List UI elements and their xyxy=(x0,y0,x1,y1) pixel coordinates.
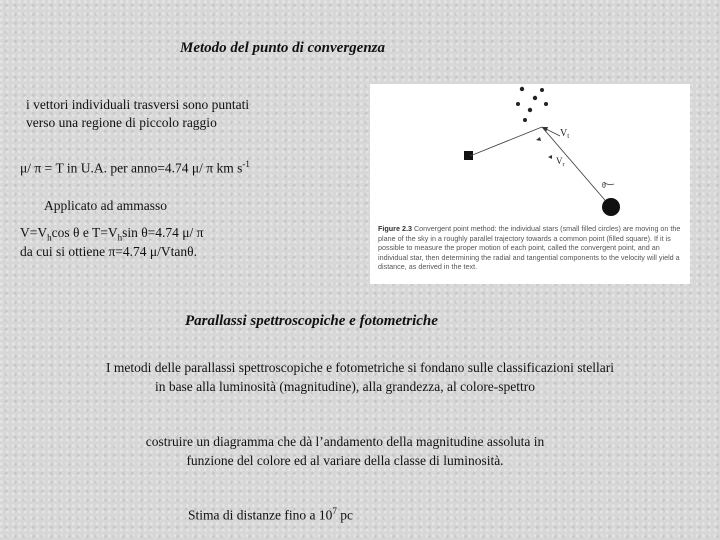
formula-proper-motion-exponent: -1 xyxy=(242,159,250,169)
convergent-point-diagram xyxy=(370,84,690,224)
para1-line-2: in base alla luminosità (magnitudine), alla grandezza, al colore-spettro xyxy=(154,379,536,394)
star-dot xyxy=(523,118,527,122)
label-theta: θ xyxy=(602,181,606,190)
applied-to-cluster: Applicato ad ammasso xyxy=(44,198,167,213)
star-dot xyxy=(540,88,544,92)
formula-velocity-a: V=V xyxy=(20,225,48,240)
formula-velocity-c: sin θ=4.74 μ/ π xyxy=(122,225,204,240)
figure-caption xyxy=(378,224,684,272)
arrow-head xyxy=(548,155,552,159)
section-title-spectroscopic: Parallassi spettroscopiche e fotometriche xyxy=(185,313,438,329)
para2-line-2: funzione del colore ed al variare della classe di luminosità. xyxy=(186,453,504,468)
star-dot xyxy=(533,96,537,100)
distance-estimate-text: Stima di distanze fino a 10 xyxy=(188,507,333,523)
star-dot xyxy=(520,87,524,91)
star-dot xyxy=(528,108,532,112)
star-dot xyxy=(516,102,520,106)
convergence-line xyxy=(470,127,542,156)
distance-estimate-unit: pc xyxy=(336,507,353,523)
figure-caption-label: Figure 2.3 xyxy=(378,224,412,233)
intro-line-2: verso una regione di piccolo raggio xyxy=(26,115,217,130)
formula-velocity-b: cos θ e T=V xyxy=(51,225,118,240)
formula-velocity-sub1: h xyxy=(47,232,52,243)
label-vr: $V_r$ xyxy=(556,156,565,168)
distance-estimate xyxy=(188,503,353,524)
formula-proper-motion xyxy=(20,156,250,177)
label-vt: $V_t$ xyxy=(560,128,570,140)
formula-parallax: da cui si ottiene π=4.74 μ/Vtanθ. xyxy=(20,244,197,259)
convergent-point-figure xyxy=(370,84,690,284)
section-title-convergence: Metodo del punto di convergenza xyxy=(180,40,385,56)
formula-proper-motion-text: μ/ π = T in U.A. per anno=4.74 μ/ π km s xyxy=(20,160,243,176)
para2-line-1: costruire un diagramma che dà l’andamento della magnitudine assoluta in xyxy=(145,434,545,449)
intro-line-1: i vettori individuali trasversi sono puntati xyxy=(26,97,250,112)
star-dot xyxy=(544,102,548,106)
radial-line xyxy=(542,127,610,206)
observer-star xyxy=(602,198,620,216)
figure-caption-text: Convergent point method: the individual stars (small filled circles) are moving on the plane of the sky in a roughly parallel trajectory towards a common point (filled square). If it is possible to measure the proper motion of each point, called the convergent point, and an individual star, then determining the radial and tangential components to the velocity will yield a distance, as derived in the text. xyxy=(378,224,681,272)
arrow-head xyxy=(536,137,541,141)
formula-velocity-sub2: h xyxy=(117,232,123,243)
distance-estimate-exponent: 7 xyxy=(332,506,337,516)
para1-line-1: I metodi delle parallassi spettroscopiche e fotometriche si fondano sulle classificazioni stellari xyxy=(106,360,614,375)
